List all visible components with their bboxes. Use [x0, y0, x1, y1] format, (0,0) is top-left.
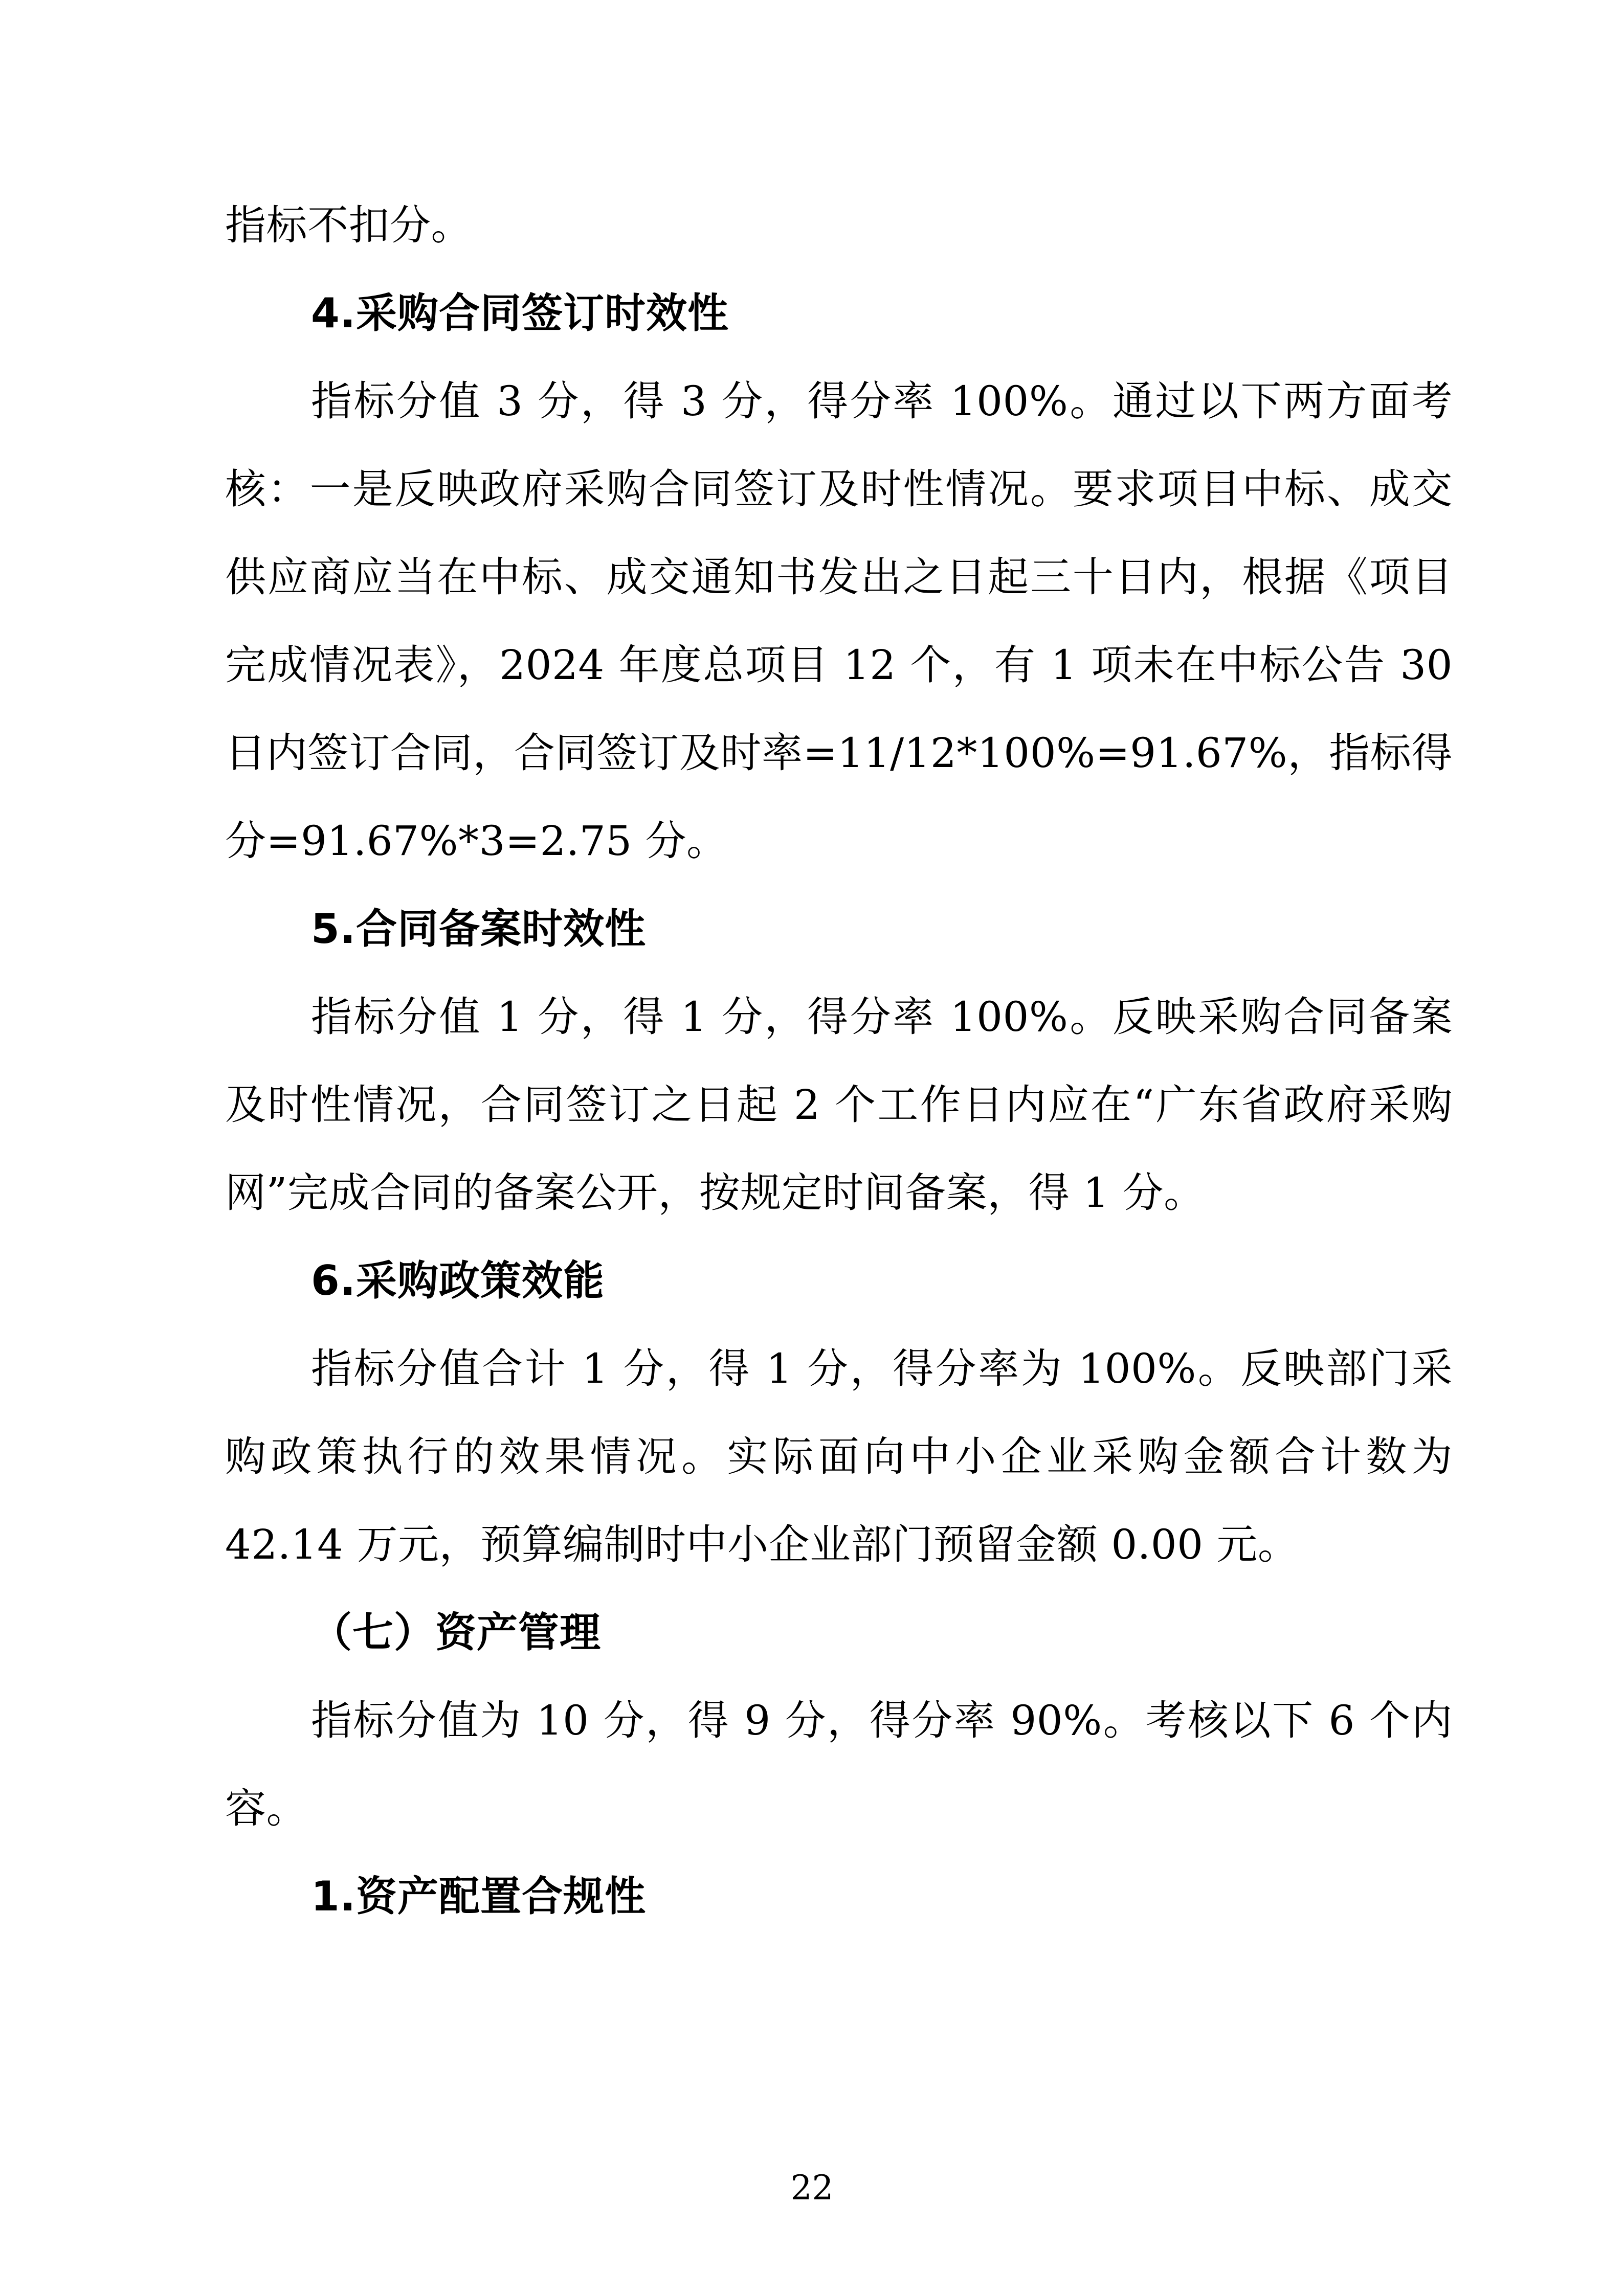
paragraph-item-6: 指标分值合计 1 分，得 1 分，得分率为 100%。反映部门采购政策执行的效果情况。实际面向中小企业采购金额合计数为 42.14 万元，预算编制时中小企业部门预留金额 0.00 元。: [225, 1345, 1453, 1568]
paragraph-continuation: 指标不扣分。: [225, 201, 472, 249]
paragraph-item-4: 指标分值 3 分，得 3 分，得分率 100%。通过以下两方面考核：一是反映政府采购合同签订及时性情况。要求项目中标、成交供应商应当在中标、成交通知书发出之日起三十日内，根据《项目完成情况表》，2024 年度总项目 12 个，有 1 项未在中标公告 30 日内签订合同，合同签订及时率=11/12*100%=91.67%，指标得分=91.67%*3=2.75 分。: [225, 377, 1453, 865]
heading-5-contract-filing-timeliness: 5.合同备案时效性: [311, 905, 647, 953]
heading-6-procurement-policy-effectiveness: 6.采购政策效能: [311, 1257, 605, 1304]
section-heading-7-asset-management: （七）资产管理: [311, 1609, 601, 1656]
paragraph-section-7-intro: 指标分值为 10 分，得 9 分，得分率 90%。考核以下 6 个内容。: [225, 1697, 1453, 1832]
page-number: 22: [790, 2168, 834, 2208]
heading-4-procurement-contract-timeliness: 4.采购合同签订时效性: [311, 289, 729, 337]
document-body: [225, 182, 1453, 1941]
heading-1-asset-allocation-compliance: 1.资产配置合规性: [311, 1873, 647, 1920]
paragraph-item-5: 指标分值 1 分，得 1 分，得分率 100%。反映采购合同备案及时性情况，合同签订之日起 2 个工作日内应在“广东省政府采购网”完成合同的备案公开，按规定时间备案，得 1 分。: [225, 993, 1453, 1217]
